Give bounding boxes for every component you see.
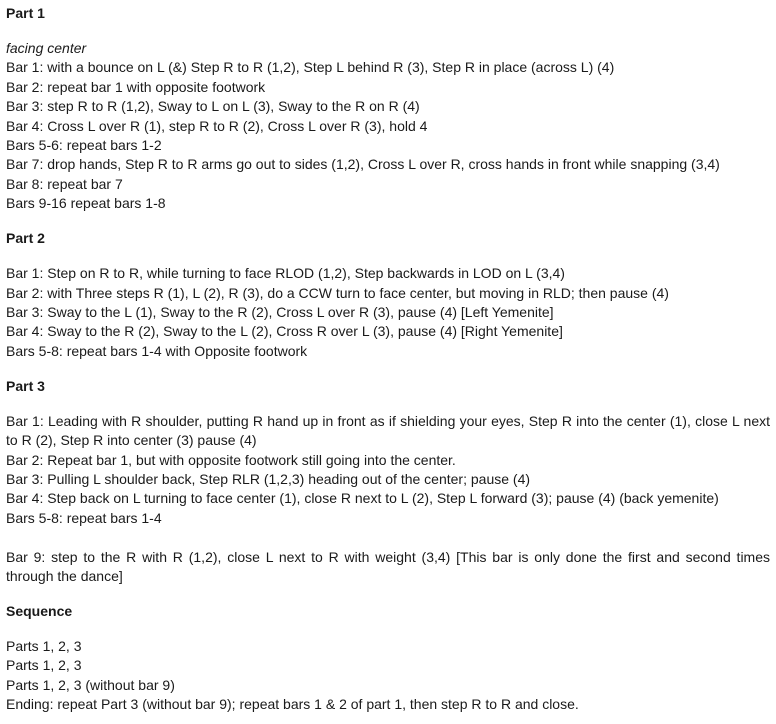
sequence-line: Parts 1, 2, 3 (without bar 9) [6, 676, 175, 693]
part-1-heading: Part 1 [6, 5, 45, 21]
part-1-bar-line: Bar 3: step R to R (1,2), Sway to L on L (3), Sway to the R on R (4) [6, 98, 420, 115]
part-3-bar-1: Bar 1: Leading with R shoulder, putting R hand up in front as if shielding your eyes, Step R into the center (1), close L next to R (2), Step R into center (3) pause (4) [6, 412, 770, 449]
part-3-bar-9: Bar 9: step to the R with R (1,2), close L next to R with weight (3,4) [This bar is only done the first and second times through the dance] [6, 548, 770, 585]
part-3-section [6, 377, 770, 587]
part-2-bar-line: Bar 2: with Three steps R (1), L (2), R (3), do a CCW turn to face center, but moving in RLD; then pause (4) [6, 284, 669, 301]
part-1-bar-line: Bars 5-6: repeat bars 1-2 [6, 137, 162, 154]
spacer [6, 23, 770, 39]
part-3-heading: Part 3 [6, 377, 45, 394]
spacer [6, 396, 770, 412]
part-3-bar-line: Bar 3: Pulling L shoulder back, Step RLR (1,2,3) heading out of the center; pause (4) [6, 471, 531, 488]
part-2-heading: Part 2 [6, 230, 45, 247]
part-1-section [6, 4, 770, 214]
part-1-intro: facing center [6, 39, 87, 56]
spacer [6, 528, 770, 547]
sequence-section [6, 602, 770, 715]
part-2-bar-line: Bar 3: Sway to the L (1), Sway to the R (2), Cross L over R (3), pause (4) [Left Yemenite] [6, 304, 554, 321]
part-1-bar-line: Bar 7: drop hands, Step R to R arms go out to sides (1,2), Cross L over R, cross hands in front while snapping (3,4) [6, 156, 720, 173]
spacer [6, 361, 770, 377]
part-1-bar-line: Bars 9-16 repeat bars 1-8 [6, 195, 166, 212]
part-3-bar-line: Bar 2: Repeat bar 1, but with opposite footwork still going into the center. [6, 451, 456, 468]
part-2-bar-line: Bar 4: Sway to the R (2), Sway to the L (2), Cross R over L (3), pause (4) [Right Yemenite] [6, 323, 563, 340]
sequence-line: Parts 1, 2, 3 [6, 638, 82, 655]
part-1-bar-line: Bar 2: repeat bar 1 with opposite footwork [6, 78, 266, 95]
part-2-bar-line: Bars 5-8: repeat bars 1-4 with Opposite footwork [6, 342, 308, 359]
spacer [6, 586, 770, 602]
part-3-bar-line: Bar 4: Step back on L turning to face center (1), close R next to L (2), Step L forward (3); pause (4) (back yemenite) [6, 490, 719, 507]
part-2-section [6, 229, 770, 361]
spacer [6, 621, 770, 637]
sequence-heading: Sequence [6, 603, 73, 620]
part-2-bar-line: Bar 1: Step on R to R, while turning to face RLOD (1,2), Step backwards in LOD on L (3,4) [6, 265, 565, 282]
sequence-line: Parts 1, 2, 3 [6, 657, 82, 674]
part-1-bar-line: Bar 8: repeat bar 7 [6, 175, 123, 192]
part-1-bar-line: Bar 1: with a bounce on L (&) Step R to R (1,2), Step L behind R (3), Step R in place (across L) (4) [6, 59, 615, 76]
spacer [6, 249, 770, 265]
part-3-bar-line: Bars 5-8: repeat bars 1-4 [6, 509, 162, 526]
part-1-bar-line: Bar 4: Cross L over R (1), step R to R (2), Cross L over R (3), hold 4 [6, 117, 428, 134]
sequence-ending-line: Ending: repeat Part 3 (without bar 9); repeat bars 1 & 2 of part 1, then step R to R and close. [6, 696, 579, 713]
spacer [6, 214, 770, 230]
